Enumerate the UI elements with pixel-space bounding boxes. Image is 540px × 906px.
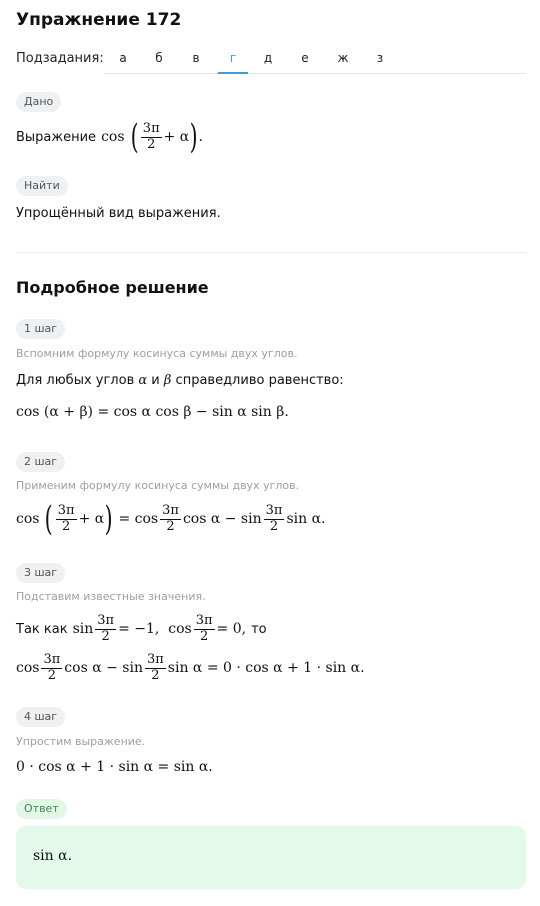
- step-1-hint: Вспомним формулу косинуса суммы двух углов.: [16, 347, 298, 360]
- answer-value: sin α.: [33, 848, 73, 864]
- step-1-formula: cos (α + β) = cos α cos β − sin α sin β.: [16, 404, 289, 420]
- step-4-badge: 4 шаг: [16, 707, 65, 727]
- step-2-formula: cos ( $\frac{3\pi}{2}$ + α ) = cos $\frac{3\pi}{2}$ cos α − sin $\frac{3\pi}{2}$ sin α.: [16, 499, 326, 539]
- step-1-badge: 1 шаг: [16, 319, 65, 339]
- tab-g[interactable]: г: [218, 42, 248, 74]
- page-title: Упражнение 172: [16, 10, 182, 30]
- solution-heading: Подробное решение: [16, 278, 209, 297]
- step-2-hint: Применим формулу косинуса суммы двух углов.: [16, 479, 300, 492]
- given-fn: cos: [101, 129, 125, 145]
- subtasks-label: Подзадания:: [16, 51, 104, 66]
- step-4-formula: 0 · cos α + 1 · sin α = sin α.: [16, 759, 213, 775]
- tab-d[interactable]: д: [263, 51, 273, 65]
- step-3-hint: Подставим известные значения.: [16, 590, 206, 603]
- step-3-line-2: cos $\frac{3\pi}{2}$ cos α − sin $\frac{3\pi}{2}$ sin α = 0 · cos α + 1 · sin α.: [16, 651, 365, 683]
- answer-badge: Ответ: [16, 799, 67, 819]
- step-2-badge: 2 шаг: [16, 452, 65, 472]
- tab-z[interactable]: з: [376, 51, 384, 65]
- given-fraction: $\frac{3\pi}{2}$: [142, 120, 160, 152]
- tab-v[interactable]: в: [192, 51, 200, 65]
- tab-a[interactable]: а: [119, 51, 127, 65]
- given-text: Выражение: [16, 129, 97, 145]
- step-3-badge: 3 шаг: [16, 563, 65, 583]
- subtasks-tabs: [104, 42, 526, 74]
- tab-b[interactable]: б: [155, 51, 163, 65]
- find-badge: Найти: [16, 176, 68, 196]
- given-badge: Дано: [16, 92, 61, 112]
- step-3-line-1: Так как sin $\frac{3\pi}{2}$ = −1, cos $\frac{3\pi}{2}$ = 0, то: [16, 612, 267, 644]
- step-4-hint: Упростим выражение.: [16, 735, 146, 748]
- given-expression: Выражение cos ( $\frac{3\pi}{2}$ + α ) .: [16, 117, 203, 157]
- answer-box: [16, 826, 526, 889]
- divider: [16, 252, 526, 253]
- tab-zh[interactable]: ж: [337, 51, 349, 65]
- tab-e[interactable]: е: [301, 51, 309, 65]
- step-1-text: Для любых углов α и β справедливо равенство:: [16, 373, 344, 388]
- find-text: Упрощённый вид выражения.: [16, 206, 221, 221]
